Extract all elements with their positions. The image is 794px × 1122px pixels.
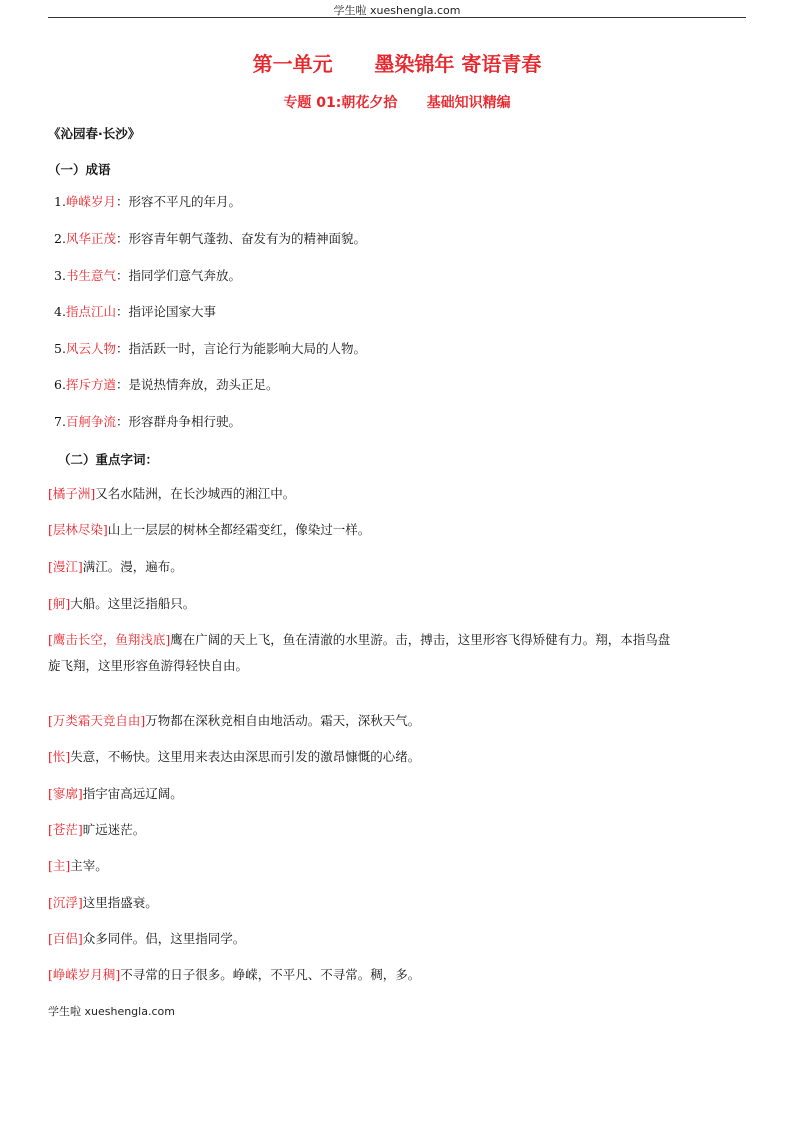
idiom-def: ：指活跃一时，言论行为能影响大局的人物。 <box>115 341 366 356</box>
idiom-item <box>54 189 754 215</box>
word-def: 主宰。 <box>70 858 108 873</box>
word-item <box>48 744 748 770</box>
word-def: 旷远迷茫。 <box>82 822 146 837</box>
idiom-def: ：指同学们意气奔放。 <box>115 268 241 283</box>
idiom-num: 7. <box>54 414 66 429</box>
word-def: 大船。这里泛指船只。 <box>70 596 196 611</box>
idiom-def: ：形容不平凡的年月。 <box>115 194 241 209</box>
word-def: 不寻常的日子很多。峥嵘，不平凡、不寻常。稠，多。 <box>120 967 421 982</box>
idiom-num: 6. <box>54 377 66 392</box>
words-heading: （二）重点字词： <box>58 452 159 467</box>
word-term: [百侣] <box>48 931 83 946</box>
word-term: [层林尽染] <box>48 522 108 537</box>
idiom-num: 2. <box>54 231 66 246</box>
word-def: 失意，不畅快。这里用来表达由深思而引发的激昂慷慨的心绪。 <box>70 749 421 764</box>
word-item <box>48 481 748 507</box>
word-item <box>48 890 748 916</box>
word-item <box>48 926 748 952</box>
idiom-item <box>54 299 754 325</box>
word-item <box>48 517 748 543</box>
idioms-heading: （一）成语 <box>48 162 111 177</box>
word-def: 满江。漫，遍布。 <box>82 559 183 574</box>
word-term: [鹰击长空，鱼翔浅底] <box>48 632 171 647</box>
word-term: [主] <box>48 858 71 873</box>
footer-site: 学生啦 xueshengla.com <box>48 1005 175 1018</box>
word-item <box>48 591 748 617</box>
word-term: [沉浮] <box>48 895 83 910</box>
word-term: [橘子洲] <box>48 486 96 501</box>
idiom-item <box>54 372 754 398</box>
poem-title: 《沁园春·长沙》 <box>48 126 141 141</box>
word-item <box>48 962 748 988</box>
word-item <box>48 708 748 734</box>
idiom-num: 5. <box>54 341 66 356</box>
header-site: 学生啦 xueshengla.com <box>333 4 461 17</box>
idiom-item <box>54 336 754 362</box>
word-item <box>48 781 748 807</box>
idiom-item <box>54 226 754 252</box>
word-term: [舸] <box>48 596 71 611</box>
word-item <box>48 627 748 653</box>
word-item <box>48 817 748 843</box>
idiom-def: ：是说热情奔放，劲头正足。 <box>115 377 279 392</box>
word-def: 万物都在深秋竞相自由地活动。霜天，深秋天气。 <box>145 713 421 728</box>
header-rule <box>48 17 746 18</box>
page-title: 第一单元 墨染锦年 寄语青春 <box>252 52 542 76</box>
word-term: [怅] <box>48 749 71 764</box>
word-def: 山上一层层的树林全都经霜变红，像染过一样。 <box>107 522 371 537</box>
idiom-item <box>54 409 754 435</box>
idiom-term: 风云人物 <box>65 341 116 356</box>
page-subtitle: 专题 01:朝花夕拾 基础知识精编 <box>283 95 511 111</box>
idiom-def: ：形容群舟争相行驶。 <box>115 414 241 429</box>
word-term: [苍茫] <box>48 822 83 837</box>
idiom-item <box>54 263 754 289</box>
word-def: 众多同伴。侣，这里指同学。 <box>82 931 246 946</box>
word-def: 又名水陆洲，在长沙城西的湘江中。 <box>95 486 296 501</box>
word-item <box>48 554 748 580</box>
word-def: 指宇宙高远辽阔。 <box>82 786 183 801</box>
idiom-num: 1. <box>54 194 66 209</box>
idiom-def: ：指评论国家大事 <box>115 304 216 319</box>
idiom-def: ：形容青年朝气蓬勃、奋发有为的精神面貌。 <box>115 231 366 246</box>
word-def: 鹰在广阔的天上飞，鱼在清澈的水里游。击，搏击，这里形容飞得矫健有力。翔，本指鸟盘 <box>170 632 671 647</box>
word-term: [峥嵘岁月稠] <box>48 967 121 982</box>
idiom-term: 书生意气 <box>65 268 116 283</box>
word-term: [寥廓] <box>48 786 83 801</box>
idiom-term: 指点江山 <box>65 304 116 319</box>
word-term: [漫江] <box>48 559 83 574</box>
word-def: 这里指盛衰。 <box>82 895 158 910</box>
idiom-term: 峥嵘岁月 <box>65 194 116 209</box>
idiom-term: 风华正茂 <box>65 231 116 246</box>
idiom-num: 3. <box>54 268 66 283</box>
idiom-term: 挥斥方遒 <box>65 377 116 392</box>
word-item-continuation: 旋飞翔，这里形容鱼游得轻快自由。 <box>48 658 249 673</box>
word-item <box>48 853 748 879</box>
word-term: [万类霜天竞自由] <box>48 713 146 728</box>
idiom-term: 百舸争流 <box>65 414 116 429</box>
idiom-num: 4. <box>54 304 66 319</box>
